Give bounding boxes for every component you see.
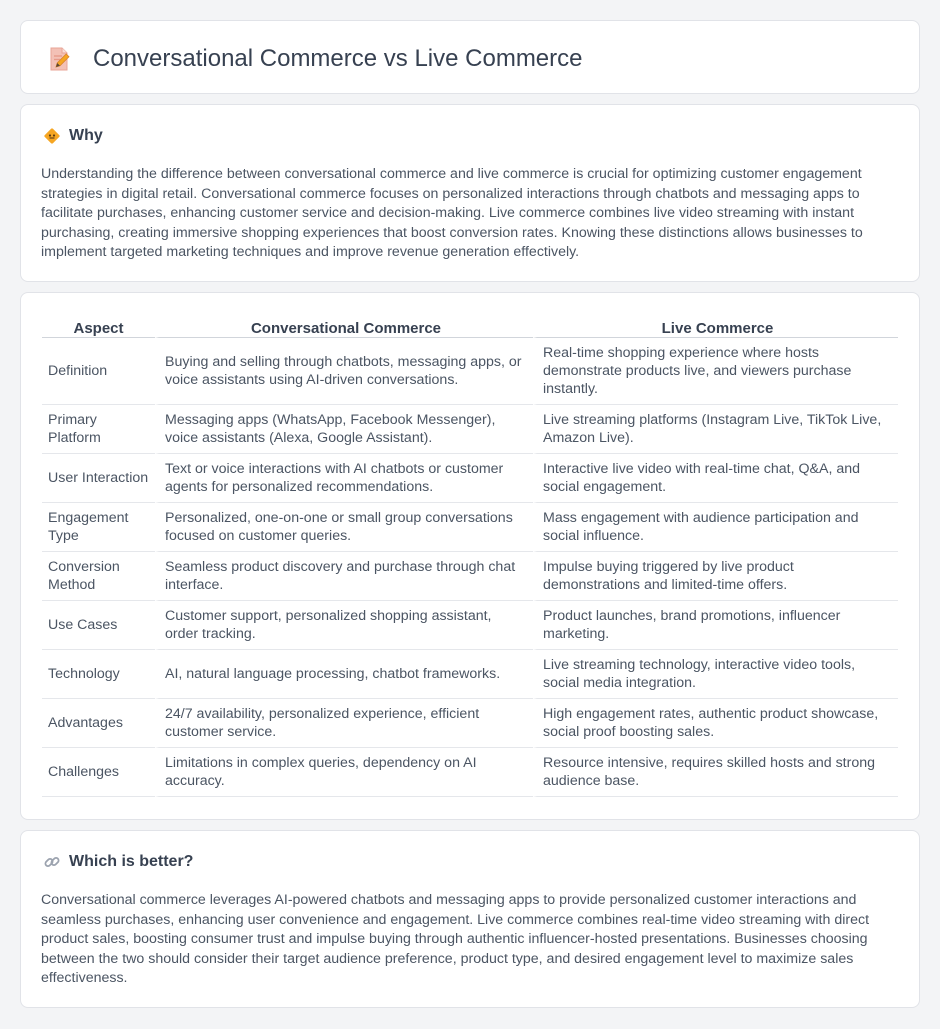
title-card	[20, 20, 920, 94]
row-conversational: Personalized, one-on-one or small group conversations focused on customer queries.	[155, 503, 533, 552]
title-row	[47, 45, 583, 73]
row-aspect: Challenges	[42, 748, 155, 797]
better-title: Which is better?	[69, 853, 194, 870]
link-icon	[43, 853, 61, 871]
header-conversational: Conversational Commerce	[155, 317, 533, 338]
comparison-table	[42, 317, 898, 797]
table-row	[42, 552, 898, 601]
why-heading	[43, 127, 103, 145]
row-aspect: Primary Platform	[42, 405, 155, 454]
row-conversational: Limitations in complex queries, dependency on AI accuracy.	[155, 748, 533, 797]
which-better-section	[20, 830, 920, 1008]
why-title: Why	[69, 127, 103, 144]
table-row	[42, 601, 898, 650]
row-conversational: Customer support, personalized shopping assistant, order tracking.	[155, 601, 533, 650]
table-row	[42, 338, 898, 405]
row-aspect: Conversion Method	[42, 552, 155, 601]
row-live: High engagement rates, authentic product showcase, social proof boosting sales.	[533, 699, 898, 748]
table-row	[42, 650, 898, 699]
row-aspect: Advantages	[42, 699, 155, 748]
row-aspect: Use Cases	[42, 601, 155, 650]
row-live: Product launches, brand promotions, influencer marketing.	[533, 601, 898, 650]
better-heading	[43, 853, 193, 871]
document-pencil-icon	[47, 46, 73, 72]
table-header-row	[42, 317, 898, 338]
diamond-sign-icon	[43, 127, 61, 145]
page-title: Conversational Commerce vs Live Commerce	[93, 45, 583, 72]
row-live: Real-time shopping experience where hosts demonstrate products live, and viewers purchase instantly.	[533, 338, 898, 405]
table-row	[42, 503, 898, 552]
why-body: Understanding the difference between conversational commerce and live commerce is crucial for optimizing customer engagement strategies in digital retail. Conversational commerce focuses on personalized interactions through chatbots and messaging apps to facilitate purchases, enhancing customer service and decision-making. Live commerce combines live video streaming with instant purchasing, creating immersive shopping experiences that boost conversion rates. Knowing these distinctions allows businesses to implement targeted marketing techniques and improve revenue generation effectively.	[41, 166, 863, 261]
row-aspect: Engagement Type	[42, 503, 155, 552]
table-row	[42, 699, 898, 748]
comparison-section	[20, 292, 920, 820]
row-live: Mass engagement with audience participation and social influence.	[533, 503, 898, 552]
row-conversational: Text or voice interactions with AI chatbots or customer agents for personalized recommendations.	[155, 454, 533, 503]
row-aspect: Definition	[42, 338, 155, 405]
why-section	[20, 104, 920, 282]
row-aspect: User Interaction	[42, 454, 155, 503]
header-aspect: Aspect	[42, 317, 155, 338]
row-conversational: Buying and selling through chatbots, messaging apps, or voice assistants using AI-driven conversations.	[155, 338, 533, 405]
table-row	[42, 405, 898, 454]
row-conversational: 24/7 availability, personalized experience, efficient customer service.	[155, 699, 533, 748]
row-live: Impulse buying triggered by live product demonstrations and limited-time offers.	[533, 552, 898, 601]
row-live: Interactive live video with real-time chat, Q&A, and social engagement.	[533, 454, 898, 503]
header-live: Live Commerce	[533, 317, 898, 338]
row-live: Live streaming technology, interactive video tools, social media integration.	[533, 650, 898, 699]
table-row	[42, 748, 898, 797]
row-conversational: Seamless product discovery and purchase through chat interface.	[155, 552, 533, 601]
row-aspect: Technology	[42, 650, 155, 699]
better-body: Conversational commerce leverages AI-powered chatbots and messaging apps to provide personalized customer interactions and seamless purchases, enhancing user convenience and engagement. Live commerce combines real-time video streaming with direct product sales, boosting consumer trust and impulse buying through authentic influencer-hosted presentations. Businesses choosing between the two should consider their target audience preference, product type, and desired engagement level to maximize sales effectiveness.	[41, 892, 870, 987]
row-live: Resource intensive, requires skilled hosts and strong audience base.	[533, 748, 898, 797]
row-live: Live streaming platforms (Instagram Live, TikTok Live, Amazon Live).	[533, 405, 898, 454]
row-conversational: AI, natural language processing, chatbot frameworks.	[155, 650, 533, 699]
row-conversational: Messaging apps (WhatsApp, Facebook Messenger), voice assistants (Alexa, Google Assistant).	[155, 405, 533, 454]
table-row	[42, 454, 898, 503]
